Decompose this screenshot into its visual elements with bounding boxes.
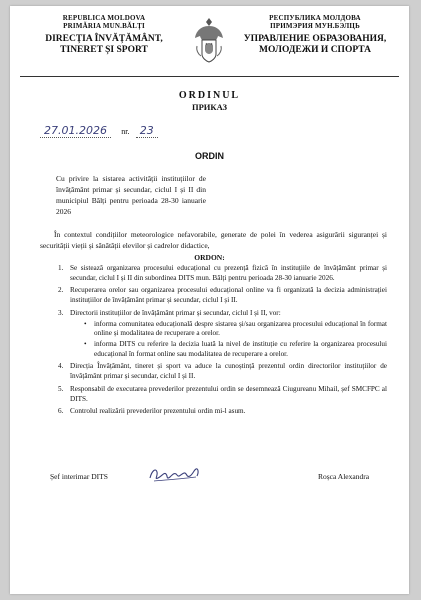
sub-item-text: informa comunitatea educațională despre sistarea și/sau organizarea procesului educațional în format online și modalitatea de recuperare a orelor. xyxy=(94,319,387,338)
date-number-line xyxy=(40,124,158,138)
item-number: 5. xyxy=(58,384,64,393)
bullet-icon: • xyxy=(84,319,87,328)
header-left-city-hall: PRIMĂRIA MUN.BĂLȚI xyxy=(63,22,145,31)
signatory-name: Roșca Alexandra xyxy=(318,472,370,481)
item-number: 1. xyxy=(58,264,64,272)
list-item xyxy=(60,362,387,381)
prikaz-title: ПРИКАЗ xyxy=(192,102,227,112)
item-text: Direcția Învățământ, tineret și sport va aduce la cunoștință prezentul ordin directorilor instituțiilor de învățământ primar și secundar, ciclul I și II. xyxy=(70,362,387,381)
list-item xyxy=(60,264,387,283)
document-page xyxy=(10,6,409,594)
moldova-coat-of-arms-icon xyxy=(192,16,226,64)
item-text: Controlul realizării prevederilor prezentului ordin mi-l asum. xyxy=(70,407,246,416)
header-left-directorate-line2: TINERET ȘI SPORT xyxy=(60,45,148,56)
header-right-city-hall: ПРИМЭРИЯ МУН.БЭЛЦЬ xyxy=(270,22,360,31)
ordon-heading: ORDON: xyxy=(194,253,225,262)
sub-list-item xyxy=(84,340,387,359)
item-number: 3. xyxy=(58,308,64,317)
number-label: nr. xyxy=(121,127,130,136)
order-context: În contextul condițiilor meteorologice nefavorabile, generate de polei în vederea asigurării siguranței și securității vieții și sănătății elevilor și cadrelor didactice, xyxy=(40,230,387,250)
item-number: 2. xyxy=(58,286,64,295)
handwritten-number: 23 xyxy=(136,124,158,138)
item-number: 6. xyxy=(58,407,64,416)
signatory-role: Șef interimar DITS xyxy=(50,472,108,481)
sub-list-item xyxy=(84,320,387,339)
header-right xyxy=(235,14,395,56)
sub-item-text: informa DITS cu referire la decizia luată la nivel de instituție cu referire la organizarea procesului educațional în format online sau modalitatea de recuperare a orelor. xyxy=(94,340,387,358)
item-text: Recuperarea orelor sau organizarea procesului educațional online va fi organizată la decizia administrației instituțiilor de învățământ primar și secundar, ciclul I și II. xyxy=(70,286,387,305)
header-left-directorate-line1: DIRECȚIA ÎNVĂȚĂMÂNT, xyxy=(45,34,163,45)
item-number: 4. xyxy=(58,362,64,371)
bullet-icon: • xyxy=(84,340,87,349)
header-left xyxy=(24,14,184,56)
order-subject: Cu privire la sistarea activității instituțiilor de învățământ primar și secundar, ciclul I și II din municipiul Bălți pentru perioada 28-30 ianuarie 2026 xyxy=(56,174,206,216)
header-right-directorate-line1: УПРАВЛЕНИЕ ОБРАЗОВАНИЯ, xyxy=(243,34,387,45)
list-item xyxy=(60,407,387,417)
list-item xyxy=(60,286,387,305)
handwritten-date: 27.01.2026 xyxy=(40,124,111,138)
item-text: Se sistează organizarea procesului educațional cu prezență fizică în instituțiile de învățământ primar și secundar, ciclul I și II din subordinea DITS mun. Bălți pentru perioada 28-30 ianuarie 2026. xyxy=(70,264,387,282)
handwritten-signature-icon xyxy=(146,462,206,486)
sub-items xyxy=(84,320,387,360)
item-text: Directorii instituțiilor de învățământ primar și secundar, ciclul I și II, vor: xyxy=(70,308,281,317)
order-items xyxy=(60,264,387,420)
header-divider xyxy=(20,76,399,77)
ordin-title: ORDINUL xyxy=(178,90,241,101)
list-item xyxy=(60,309,387,360)
list-item xyxy=(60,385,387,404)
item-text: Responsabil de executarea prevederilor prezentului ordin se desemnează Ciugureanu Mihail, șef SMCFPC al DITS. xyxy=(70,384,387,403)
header-right-country: РЕСПУБЛИКА МОЛДОВА xyxy=(269,14,361,22)
header-right-directorate-line2: МОЛОДЕЖИ И СПОРТА xyxy=(259,45,371,56)
ordin-heading: ORDIN xyxy=(195,151,224,161)
header-left-country: REPUBLICA MOLDOVA xyxy=(62,14,146,22)
